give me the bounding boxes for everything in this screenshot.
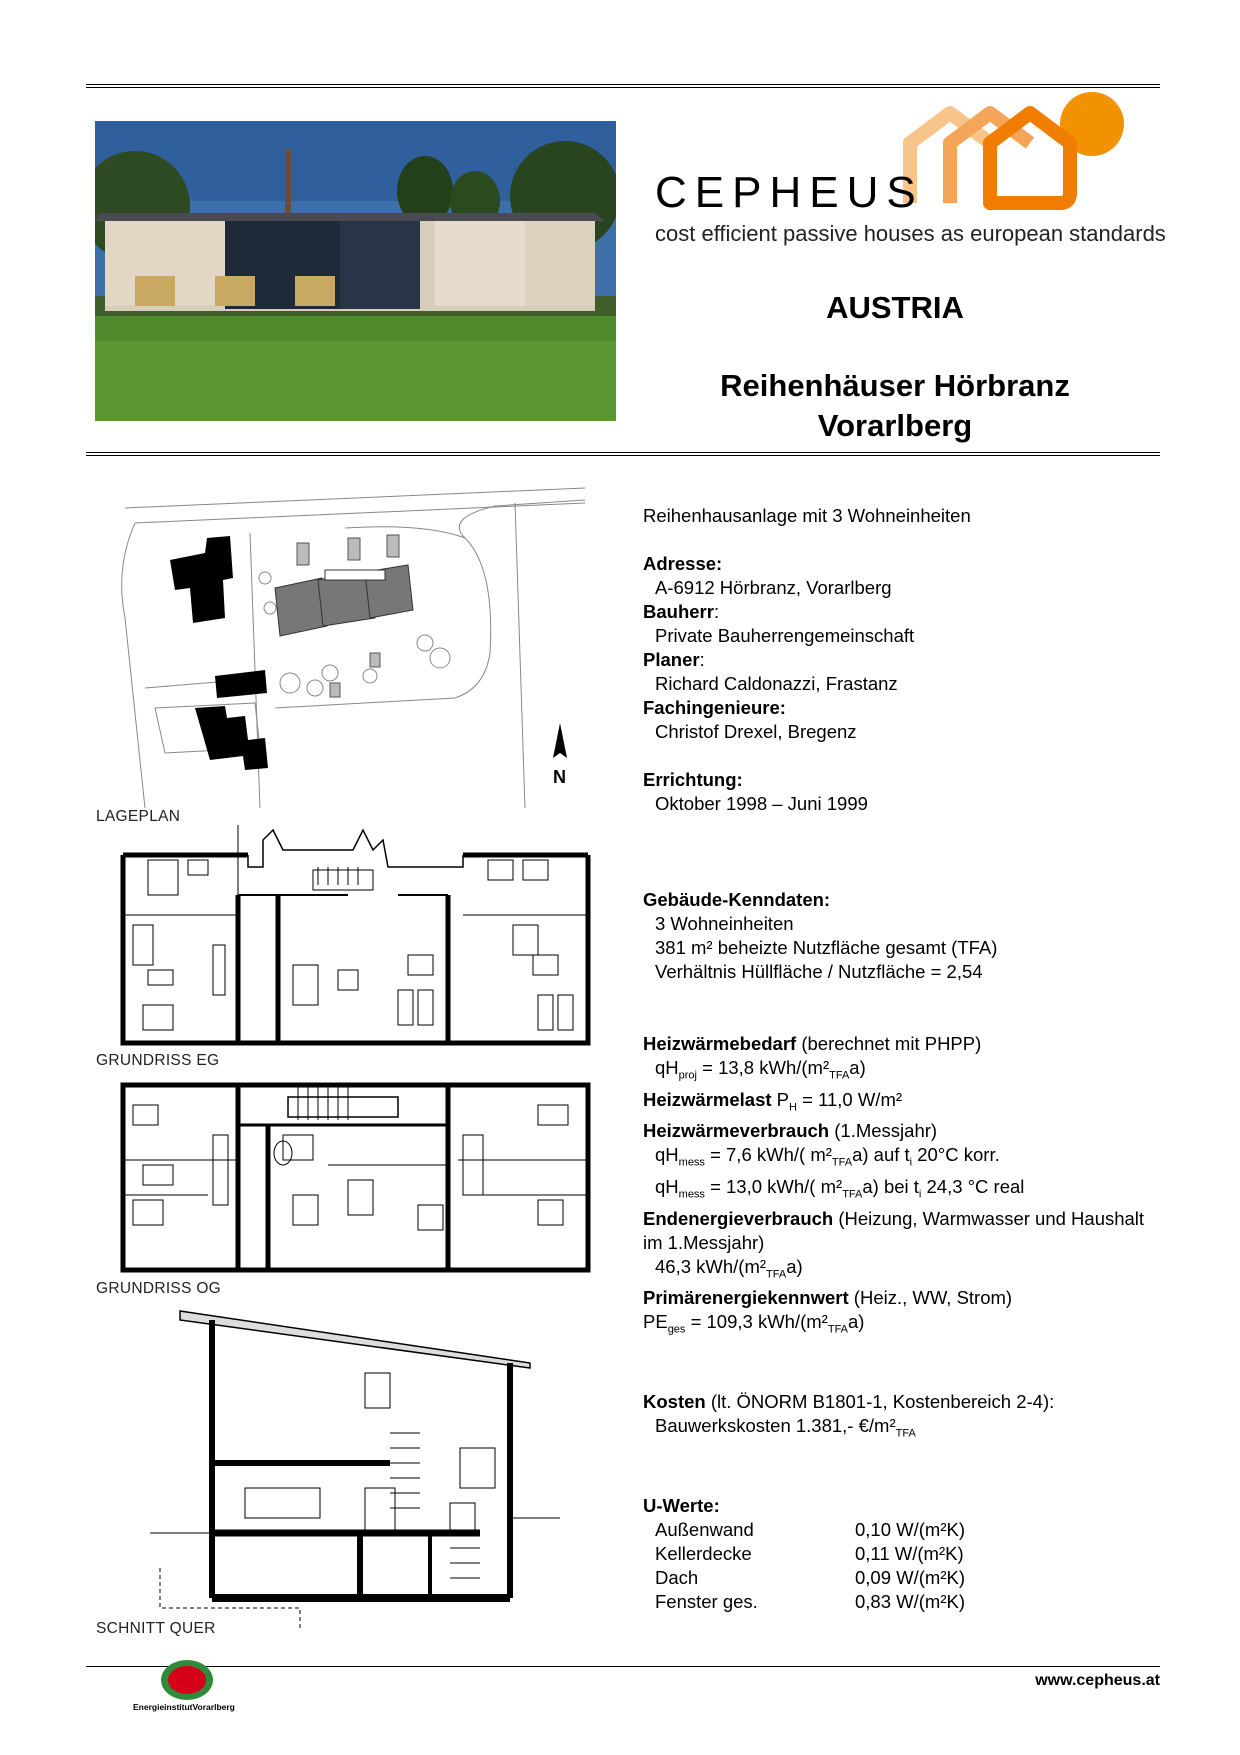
project-title-line2: Vorarlberg [817, 408, 973, 443]
building-area: 381 m² beheizte Nutzfläche gesamt (TFA) [655, 937, 998, 958]
project-info: Reihenhausanlage mit 3 Wohneinheiten Adresse: A-6912 Hörbranz, Vorarlberg Bauherr: Private Bauherrengemeinschaft Planer: Richard Caldonazzi, Frastanz Fachingenieure: Christof Drexel, Bregenz Errichtung: Oktober 1998 – Juni 1999 Gebäude-Kenndaten: 3 Wohneinheiten 381 m² beheizte Nutzfläche gesamt (TFA) Verhältnis Hüllfläche / Nutzfläche = 2,54 Heizwärmebedarf (berechnet mit PHPP) $qH_{proj} = 13,8$ kWh/$(m^2_{TFA}a)$ Heizwärmelast $P_H = 11,0$ W/m² Heizwärmeverbrauch (1.Messjahr) $qH_{mess} = 7,6$ kWh/( $m^2_{TFA}a$) auf $t_i$ 20°C korr. $qH_{mess} = 13,0$ kWh/( $m^2_{TFA}a$) bei $t_i$ 24,3 °C real Endenergieverbrauch (Heizung, Warmwasser und Haushalt im 1.Messjahr) 46,3 kWh/$(m^2_{TFA}a)$ Primärenergiekennwert (Heiz., WW, Strom) $PE_{ges} = 109,3$ kWh/$(m^2_{TFA}a)$ Kosten (lt. ÖNORM B1801-1, Kostenbereich 2-4): Bauwerkskosten 1.381,- $€/m^2_{TFA}$ U-Werte: Außenwand 0,10 W/(m²K) Kellerdecke 0,11 W/(m²K) Dach 0,09 W/(m²K) Fenster ges. 0,83 W/(m²K) [643, 504, 1163, 1614]
building-ratio: Verhältnis Hüllfläche / Nutzfläche = 2,54 [655, 961, 983, 982]
consumption-note: (1.Messjahr) [834, 1120, 938, 1142]
country-heading: AUSTRIA [826, 290, 964, 325]
qh-mess-1: $qH_{mess} = 7,6$ kWh/( $m^2_{TFA}a$) auf $t_i$ 20°C korr. [655, 1144, 1000, 1170]
heat-demand-label: Heizwärmebedarf [643, 1033, 797, 1054]
caption-grundriss-eg: GRUNDRISS EG [96, 1052, 220, 1069]
costs-note: (lt. ÖNORM B1801-1, Kostenbereich 2-4): [710, 1391, 1055, 1413]
u-values-label: U-Werte: [643, 1494, 720, 1516]
address-value: A-6912 Hörbranz, Vorarlberg [655, 577, 892, 598]
qh-proj: $qH_{proj} = 13,8$ kWh/$(m^2_{TFA}a)$ [655, 1057, 866, 1082]
u-row-wall: Außenwand 0,10 W/(m²K) [655, 1518, 965, 1540]
primary-value: $PE_{ges} = 109,3$ kWh/$(m^2_{TFA}a)$ [643, 1311, 865, 1337]
costs-label: Kosten [643, 1391, 706, 1413]
caption-schnitt-quer: SCHNITT QUER [96, 1620, 216, 1637]
brand-name: CEPHEUS [655, 168, 924, 217]
primary-note: (Heiz., WW, Strom) [853, 1287, 1013, 1309]
owner-value: Private Bauherrengemeinschaft [655, 625, 915, 646]
project-title-line1: Reihenhäuser Hörbranz [720, 368, 1070, 403]
engineers-value: Christof Drexel, Bregenz [655, 721, 857, 742]
floor-plan-eg [118, 825, 596, 1047]
built-value: Oktober 1998 – Juni 1999 [655, 793, 868, 814]
consumption-label: Heizwärmeverbrauch [643, 1120, 830, 1142]
caption-lageplan: LAGEPLAN [96, 808, 181, 825]
heat-load-value: = 11,0 W/m² [802, 1088, 903, 1110]
owner-label: Bauherr [643, 601, 714, 622]
address-label: Adresse: [643, 553, 723, 574]
footer-org-name: EnergieinstitutVorarlberg [133, 1702, 235, 1712]
info-intro: Reihenhausanlage mit 3 Wohneinheiten [643, 505, 971, 526]
u-row-roof: Dach 0,09 W/(m²K) [655, 1566, 965, 1588]
floor-plan-og [118, 1075, 596, 1275]
footer-url[interactable]: www.cepheus.at [1035, 1672, 1160, 1689]
building-units: 3 Wohneinheiten [655, 913, 794, 934]
built-label: Errichtung: [643, 769, 743, 790]
heat-load-label: Heizwärmelast [643, 1088, 772, 1110]
end-energy-note: (Heizung, Warmwasser und Haushalt im 1.Messjahr) [643, 1207, 1145, 1253]
svg-text:N: N [553, 767, 566, 787]
primary-label: Primärenergiekennwert [643, 1287, 849, 1309]
u-row-window: Fenster ges. 0,83 W/(m²K) [655, 1590, 965, 1612]
costs-value: Bauwerkskosten 1.381,- $€/m^2_{TFA}$ [655, 1415, 916, 1440]
end-energy-label: Endenergieverbrauch [643, 1207, 834, 1229]
caption-grundriss-og: GRUNDRISS OG [96, 1280, 222, 1297]
cross-section-drawing [150, 1308, 570, 1628]
end-energy-value: 46,3 kWh/$(m^2_{TFA}a)$ [655, 1255, 803, 1281]
header-bottom-rule [86, 452, 1160, 456]
brand-tagline: cost efficient passive houses as european standards [655, 221, 1166, 246]
heat-demand-note: (berechnet mit PHPP) [801, 1033, 982, 1054]
site-plan-drawing [115, 478, 585, 808]
qh-mess-2: $qH_{mess} = 13,0$ kWh/( $m^2_{TFA}a$) bei $t_i$ 24,3 °C real [655, 1176, 1025, 1201]
building-label: Gebäude-Kenndaten: [643, 889, 831, 910]
project-title [680, 366, 1110, 446]
planner-label: Planer [643, 649, 700, 670]
engineers-label: Fachingenieure: [643, 697, 786, 718]
house-photo [95, 121, 616, 421]
planner-value: Richard Caldonazzi, Frastanz [655, 673, 898, 694]
u-row-basement: Kellerdecke 0,11 W/(m²K) [655, 1542, 964, 1564]
